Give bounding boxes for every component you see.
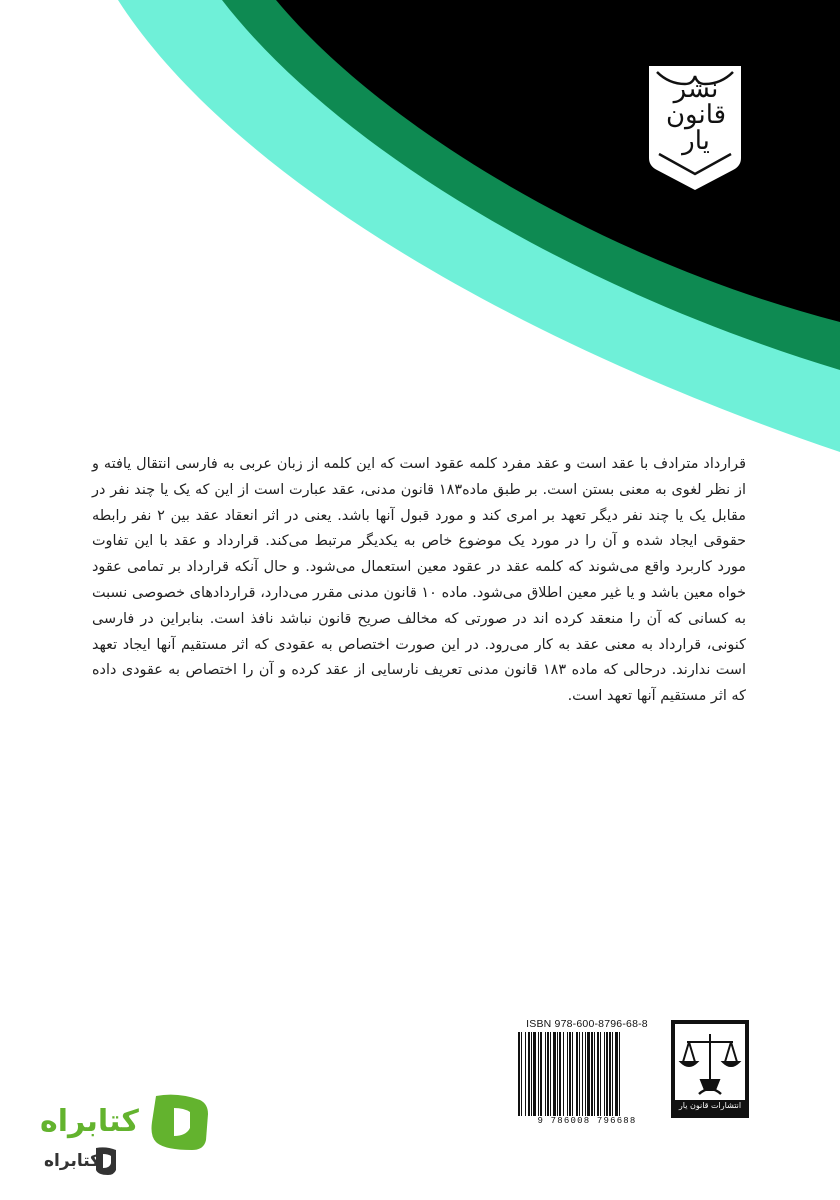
barcode-bar: [604, 1032, 605, 1116]
barcode-bar: [576, 1032, 578, 1116]
barcode-bar: [606, 1032, 608, 1116]
barcode-bar: [559, 1032, 561, 1116]
publisher-logo-calligraphy: نشر قانون یار: [665, 74, 727, 156]
ketabrah-watermark-text-small: کتابراه: [44, 1151, 101, 1171]
barcode-bar: [585, 1032, 586, 1116]
barcode-bar: [531, 1032, 532, 1116]
barcode-bar: [540, 1032, 542, 1116]
barcode-bar: [528, 1032, 530, 1116]
barcode-bar: [615, 1032, 618, 1116]
barcode-bar: [579, 1032, 580, 1116]
ketabrah-logo-icon: [148, 1092, 210, 1152]
barcode-bar: [553, 1032, 556, 1116]
barcode-bar: [525, 1032, 526, 1116]
barcode-bar: [619, 1032, 620, 1116]
barcode-bar: [567, 1032, 568, 1116]
back-cover-blurb: قرارداد مترادف با عقد است و عقد مفرد کلمه عقود است که این کلمه از زبان عربی به فارسی انتقال یافته و از نظر لغوی به معنی بستن است. بر طبق ماده۱۸۳ قانون مدنی، عقد عبارت است از این که یک یا چند نفر در مقابل یک یا چند نفر دیگر تعهد بر امری کند و مورد قبول آنها باشد. یعنی در اثر انعقاد عقد بین ۲ نفر رابطه حقوقی ایجاد شده و آن را در مورد یک موضوع خاص به یکدیگر مرتبط می‌کند. قرارداد و عقد با این تفاوت مورد کاربرد واقع می‌شوند که کلمه عقد در عقود معین استعمال می‌شود. و حال آنکه قرارداد بر تمامی عقود خواه معین باشد و یا غیر معین اطلاق می‌شود. ماده ۱۰ قانون مدنی مقرر می‌دارد، قراردادهای خصوصی نسبت به کسانی که آن را منعقد کرده اند در صورتی که مخالف صریح قانون نباشد نافذ است. بنابراین در فارسی کنونی، قرارداد به معنی عقد به کار می‌رود. در این صورت اختصاص به عقودی که اثر مستقیم آنها ایجاد تعهد است ندارند. درحالی که ماده ۱۸۳ قانون مدنی تعریف نارسایی از عقد کرده و آن را اختصاص به عقودی داده که اثر مستقیم آنها تعهد است.: [92, 456, 746, 705]
barcode-bar: [569, 1032, 571, 1116]
barcode: [516, 1032, 658, 1118]
barcode-bar: [521, 1032, 522, 1116]
barcode-bar: [563, 1032, 564, 1116]
barcode-bar: [594, 1032, 595, 1116]
barcode-bar: [533, 1032, 536, 1116]
barcode-bar: [538, 1032, 539, 1116]
barcode-bar: [600, 1032, 601, 1116]
barcode-bar: [591, 1032, 593, 1116]
barcode-bar: [572, 1032, 573, 1116]
barcode-bar: [547, 1032, 549, 1116]
barcode-bar: [518, 1032, 520, 1116]
barcode-bar: [550, 1032, 551, 1116]
barcode-bar: [557, 1032, 558, 1116]
barcode-bar: [587, 1032, 590, 1116]
barcode-bar: [612, 1032, 613, 1116]
barcode-bar: [609, 1032, 611, 1116]
barcode-bar: [597, 1032, 599, 1116]
isbn-label: ISBN 978-600-8796-68-8: [526, 1018, 648, 1030]
barcode-bar: [582, 1032, 583, 1116]
barcode-bar: [545, 1032, 546, 1116]
publisher-name: انتشارات قانون یار: [678, 1101, 742, 1110]
isbn-barcode-block: [512, 1018, 662, 1130]
isbn-digits: 9 786008 796688: [537, 1116, 637, 1126]
ketabrah-watermark-text: کتابراه: [40, 1104, 139, 1139]
